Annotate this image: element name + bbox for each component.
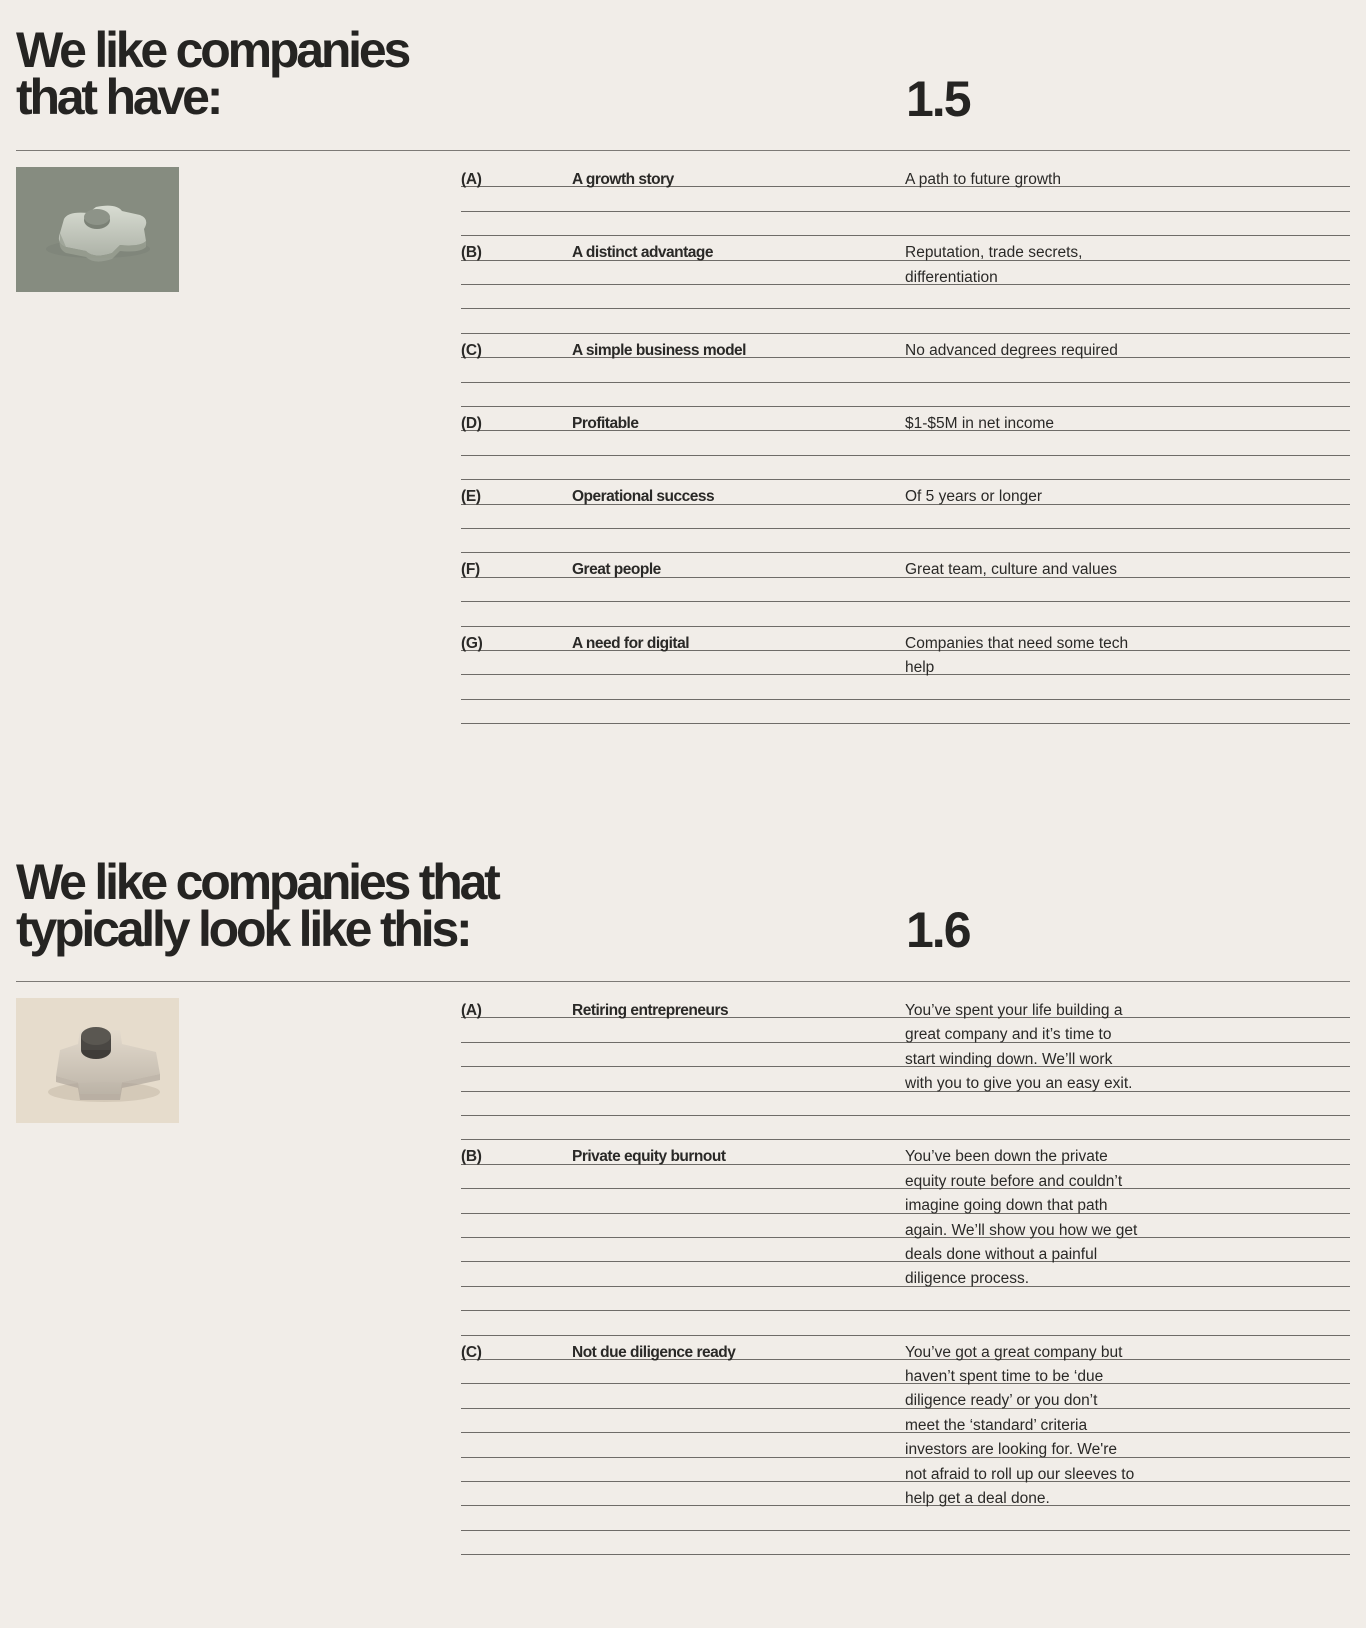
table-row [461,236,1350,334]
row-title: Not due diligence ready [572,1343,736,1361]
section-image [16,167,179,292]
row-letter: (F) [461,561,480,579]
row-letter: (E) [461,488,481,506]
description-line: You’ve got a great company but [905,1343,1123,1361]
description-line: A path to future growth [905,171,1061,188]
description-line: deals done without a painful [905,1246,1098,1264]
description-line: help [905,658,935,676]
description-line: help get a deal done. [905,1490,1050,1508]
row-description [905,1341,1185,1512]
row-description [905,339,1185,363]
section-divider [16,981,1350,982]
row-description [905,1145,1185,1291]
description-line: Great team, culture and values [905,561,1117,579]
description-line: equity route before and couldn’t [905,1172,1123,1190]
row-letter: (C) [461,1343,482,1361]
cross-shaped-block-icon [16,998,179,1123]
description-line: haven’t spent time to be ‘due [905,1367,1104,1385]
table-row [461,407,1350,480]
row-description [905,241,1185,290]
description-line: diligence ready’ or you don’t [905,1392,1098,1410]
row-letter: (B) [461,244,482,262]
row-description [905,412,1185,436]
heading-line: We like companies [16,22,409,78]
table-row [461,553,1350,626]
row-description [905,168,1185,192]
section-image [16,998,179,1123]
row-description [905,632,1185,681]
heading-line: We like companies that [16,854,498,910]
section-heading [16,854,498,957]
row-title: Great people [572,561,661,579]
cross-shaped-block-icon [16,167,179,292]
row-letter: (G) [461,634,483,652]
description-line: start winding down. We’ll work [905,1050,1113,1068]
row-description [905,558,1185,582]
row-letter: (A) [461,1002,482,1019]
row-letter: (A) [461,171,482,188]
table-row [461,480,1350,553]
description-line: $1-$5M in net income [905,414,1055,432]
description-line: great company and it’s time to [905,1026,1112,1044]
heading-line: typically look like this: [16,901,470,957]
row-title: A growth story [572,171,674,188]
description-line: You’ve been down the private [905,1148,1108,1166]
table-row [461,334,1350,407]
row-title: A simple business model [572,341,746,359]
description-line: again. We’ll show you how we get [905,1221,1138,1239]
row-letter: (B) [461,1148,482,1166]
row-title: A need for digital [572,634,690,652]
row-letter: (D) [461,414,482,432]
row-description [905,999,1185,1097]
table-row [461,627,1350,725]
description-line: differentiation [905,268,998,286]
heading-line: that have: [16,69,221,125]
description-line: Reputation, trade secrets, [905,244,1083,262]
row-letter: (C) [461,341,482,359]
criteria-table [461,163,1350,724]
description-line: No advanced degrees required [905,341,1118,359]
row-title: Private equity burnout [572,1148,726,1166]
description-line: Companies that need some tech [905,634,1129,652]
row-title: Profitable [572,414,639,432]
description-line: with you to give you an easy exit. [905,1075,1133,1093]
row-title: Operational success [572,488,715,506]
section-divider [16,150,1350,151]
description-line: diligence process. [905,1270,1030,1288]
section-number: 1.5 [906,71,970,127]
description-line: investors are looking for. We're [905,1441,1118,1459]
row-title: Retiring entrepreneurs [572,1002,729,1019]
description-line: You’ve spent your life building a [905,1002,1123,1019]
table-row [461,1140,1350,1335]
description-line: imagine going down that path [905,1197,1108,1215]
description-line: Of 5 years or longer [905,488,1042,506]
row-title: A distinct advantage [572,244,714,262]
section-number: 1.6 [906,902,970,958]
section-heading [16,22,409,125]
description-line: not afraid to roll up our sleeves to [905,1465,1135,1483]
table-row [461,994,1350,1140]
table-row [461,1336,1350,1556]
table-row [461,163,1350,236]
row-description [905,485,1185,509]
profile-table [461,994,1350,1555]
description-line: meet the ‘standard’ criteria [905,1416,1088,1434]
